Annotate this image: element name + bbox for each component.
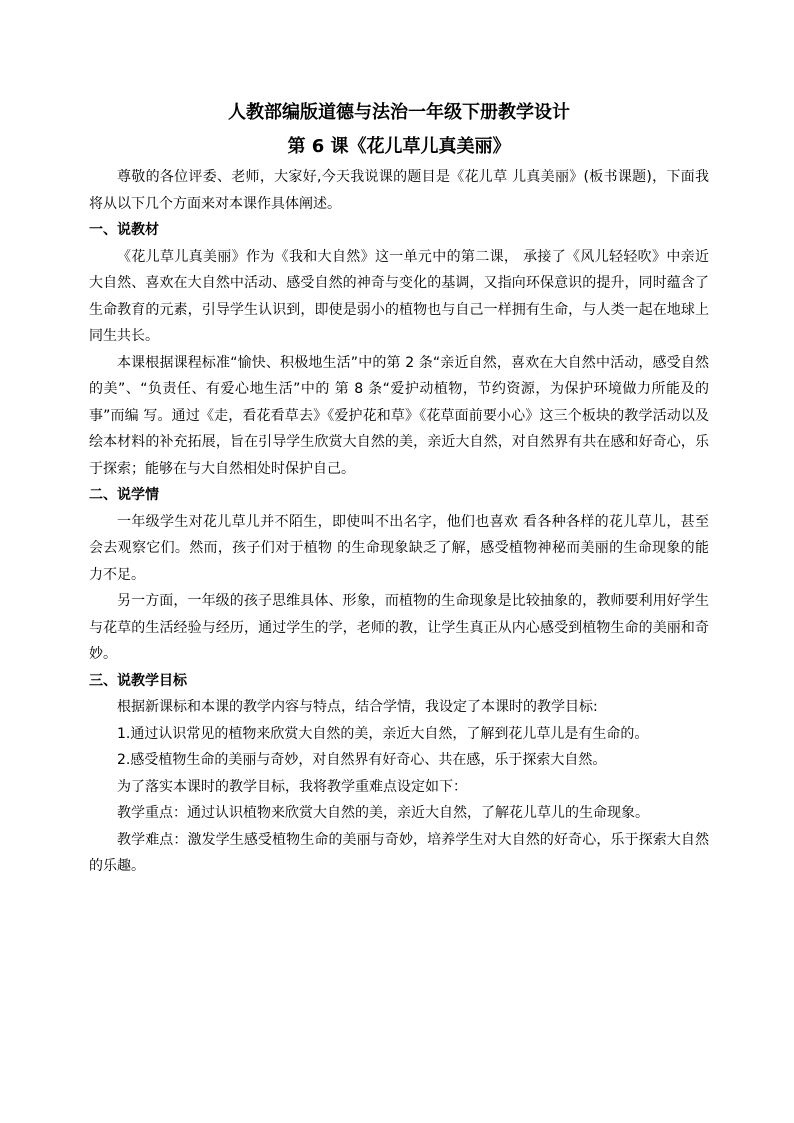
section-heading-textbook: 一、说教材 [89,222,159,238]
paragraph: 另一方面，一年级的孩子思维具体、形象，而植物的生命现象是比较抽象的，教师要利用好学生与花草的生活经验与经历，通过学生的学，老师的教，让学生真正从内心感受到植物生命的美丽和奇妙。 [89,593,709,662]
objective-item: 2.感受植物生命的美丽与奇妙，对自然界有好奇心、共在感，乐于探索大自然。 [117,752,607,768]
difficult-point: 教学难点：激发学生感受植物生命的美丽与奇妙，培养学生对大自然的好奇心，乐于探索大自然的乐趣。 [89,831,709,874]
document-body [89,96,709,880]
paragraph: 《花儿草儿真美丽》作为《我和大自然》这一单元中的第二课， 承接了《风儿轻轻吹》中亲近大自然、喜欢在大自然中活动、感受自然的神奇与变化的基调，又指向环保意识的提升，同时蕴含了生命教育的元素，引导学生认识到，即使是弱小的植物也与自己一样拥有生命，与人类一起在地球上同生共长。 [89,248,709,344]
paragraph: 为了落实本课时的教学目标，我将教学重难点设定如下： [117,778,467,795]
paragraph: 一年级学生对花儿草儿并不陌生，即使叫不出名字，他们也喜欢 看各种各样的花儿草儿，甚至会去观察它们。然而，孩子们对于植物 的生命现象缺乏了解，感受植物神秘而美丽的生命现象的能力不足。 [89,513,709,583]
intro-paragraph: 尊敬的各位评委、老师，大家好,今天我说课的题目是《花儿草 儿真美丽》(板书课题)，下面我将从以下几个方面来对本课作具体阐述。 [89,169,709,212]
document-subtitle: 第 6 课《花儿草儿真美丽》 [287,136,511,157]
section-heading-objectives: 三、说教学目标 [89,672,187,689]
document-title: 人教部编版道德与法治一年级下册教学设计 [228,102,570,123]
key-point: 教学重点：通过认识植物来欣赏大自然的美，亲近大自然，了解花儿草儿的生命现象。 [117,805,649,821]
section-heading-learners: 二、说学情 [89,487,159,503]
paragraph: 根据新课标和本课的教学内容与特点，结合学情，我设定了本课时的教学目标: [117,699,598,715]
objective-item: 1.通过认识常见的植物来欣赏大自然的美，亲近大自然，了解到花儿草儿是有生命的。 [117,725,649,742]
paragraph: 本课根据课程标准“愉快、积极地生活”中的第 2 条“亲近自然，喜欢在大自然中活动，感受自然的美”、“负责任、有爱心地生活”中的 第 8 条“爱护动植物，节约资源，为保护环境做力所能及的事”而编 写。通过《走，看花看草去》《爱护花和草》《花草面前要小心》这三个板块的教学活动以及绘本材料的补充拓展，旨在引导学生欣赏大自然的美，亲近大自然，对自然界有共在感和好奇心，乐于探索；能够在与大自然相处时保护自己。 [89,354,709,477]
